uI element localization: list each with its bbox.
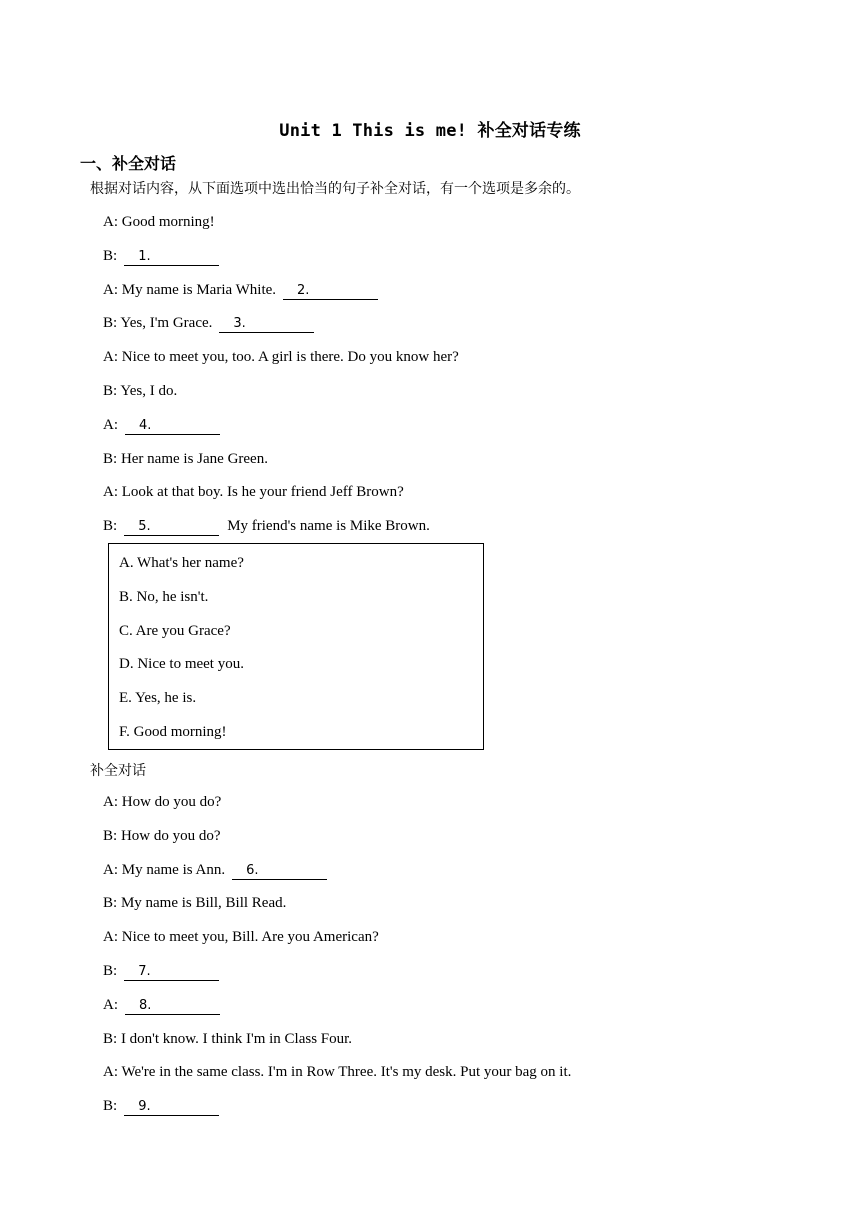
- dialogue-text: How do you do?: [121, 794, 222, 810]
- dialogue-text: Nice to meet you, too. A girl is there. Do you know her?: [121, 349, 459, 366]
- dialogue-text: Yes, I'm Grace.: [120, 315, 213, 332]
- answer-blank[interactable]: 1.: [124, 249, 219, 266]
- speaker-label: B:: [103, 518, 118, 535]
- dialogue-text: We're in the same class. I'm in Row Three. It's my desk. Put your bag on it.: [121, 1064, 572, 1081]
- speaker-label: B:: [103, 1098, 118, 1115]
- dialogue-line: [103, 1031, 352, 1048]
- speaker-label: B:: [103, 827, 118, 844]
- speaker-label: B:: [103, 450, 118, 467]
- speaker-label: B:: [103, 315, 118, 332]
- dialogue-line: [103, 518, 430, 536]
- speaker-label: B:: [103, 247, 118, 264]
- dialogue-line: [103, 214, 215, 231]
- dialogue-text: Nice to meet you, Bill. Are you American?: [121, 929, 379, 946]
- dialogue-line: [103, 997, 220, 1015]
- answer-blank[interactable]: 4.: [125, 418, 220, 435]
- speaker-label: A:: [103, 281, 118, 298]
- dialogue-line: [103, 895, 286, 912]
- option-f: F. Good morning!: [119, 724, 227, 740]
- option-a: A. What's her name?: [119, 555, 244, 571]
- speaker-label: A:: [103, 996, 118, 1013]
- speaker-label: B:: [103, 383, 118, 399]
- dialogue-line: [103, 248, 219, 266]
- answer-blank[interactable]: 2.: [283, 283, 378, 300]
- speaker-label: A:: [103, 349, 118, 366]
- options-box: [108, 543, 484, 750]
- dialogue-text: Look at that boy. Is he your friend Jeff Brown?: [121, 484, 404, 501]
- dialogue-line: [103, 451, 268, 468]
- speaker-label: A:: [103, 794, 118, 810]
- speaker-label: B:: [103, 963, 118, 979]
- dialogue-line: [103, 862, 327, 880]
- section-heading: 一、补全对话: [80, 154, 177, 173]
- answer-blank[interactable]: 6.: [232, 863, 327, 880]
- dialogue-line: [103, 484, 404, 501]
- answer-blank[interactable]: 7.: [124, 964, 219, 981]
- speaker-label: A:: [103, 416, 118, 433]
- speaker-label: A:: [103, 1064, 118, 1081]
- dialogue-text-after: My friend's name is Mike Brown.: [227, 518, 430, 535]
- dialogue-line: [103, 929, 379, 946]
- speaker-label: A:: [103, 861, 118, 878]
- dialogue-text: My name is Ann.: [121, 861, 226, 878]
- option-b: B. No, he isn't.: [119, 589, 209, 605]
- option-d: D. Nice to meet you.: [119, 656, 244, 672]
- dialogue-line: [103, 1064, 571, 1081]
- dialogue-text: Good morning!: [121, 214, 215, 230]
- option-c: C. Are you Grace?: [119, 623, 231, 639]
- speaker-label: B:: [103, 895, 118, 912]
- answer-blank[interactable]: 8.: [125, 998, 220, 1015]
- option-e: E. Yes, he is.: [119, 690, 197, 706]
- answer-blank[interactable]: 3.: [219, 316, 314, 333]
- answer-blank[interactable]: 5.: [124, 519, 219, 536]
- dialogue-text: How do you do?: [120, 827, 221, 844]
- dialogue-text: My name is Maria White.: [121, 281, 277, 298]
- dialogue-line: [103, 794, 221, 811]
- answer-blank[interactable]: 9.: [124, 1099, 219, 1116]
- dialogue-text: I don't know. I think I'm in Class Four.: [120, 1030, 353, 1047]
- instruction-text: 根据对话内容，从下面选项中选出恰当的句子补全对话，有一个选项是多余的。: [90, 181, 580, 197]
- dialogue-line: [103, 828, 221, 845]
- dialogue-line: [103, 963, 219, 981]
- page-title: Unit 1 This is me! 补全对话专练: [279, 121, 581, 141]
- speaker-label: A:: [103, 214, 118, 230]
- dialogue-text: My name is Bill, Bill Read.: [120, 895, 287, 912]
- dialogue-text: Yes, I do.: [120, 383, 178, 399]
- dialogue-line: [103, 417, 220, 435]
- dialogue-line: [103, 315, 314, 333]
- speaker-label: A:: [103, 929, 118, 946]
- dialogue-line: [103, 1098, 219, 1116]
- dialogue-text: Her name is Jane Green.: [120, 450, 268, 467]
- speaker-label: A:: [103, 484, 118, 501]
- dialogue-line: [103, 282, 378, 300]
- dialogue-line: [103, 383, 177, 400]
- instruction-text-2: 补全对话: [90, 763, 146, 779]
- speaker-label: B:: [103, 1030, 118, 1047]
- dialogue-line: [103, 349, 459, 366]
